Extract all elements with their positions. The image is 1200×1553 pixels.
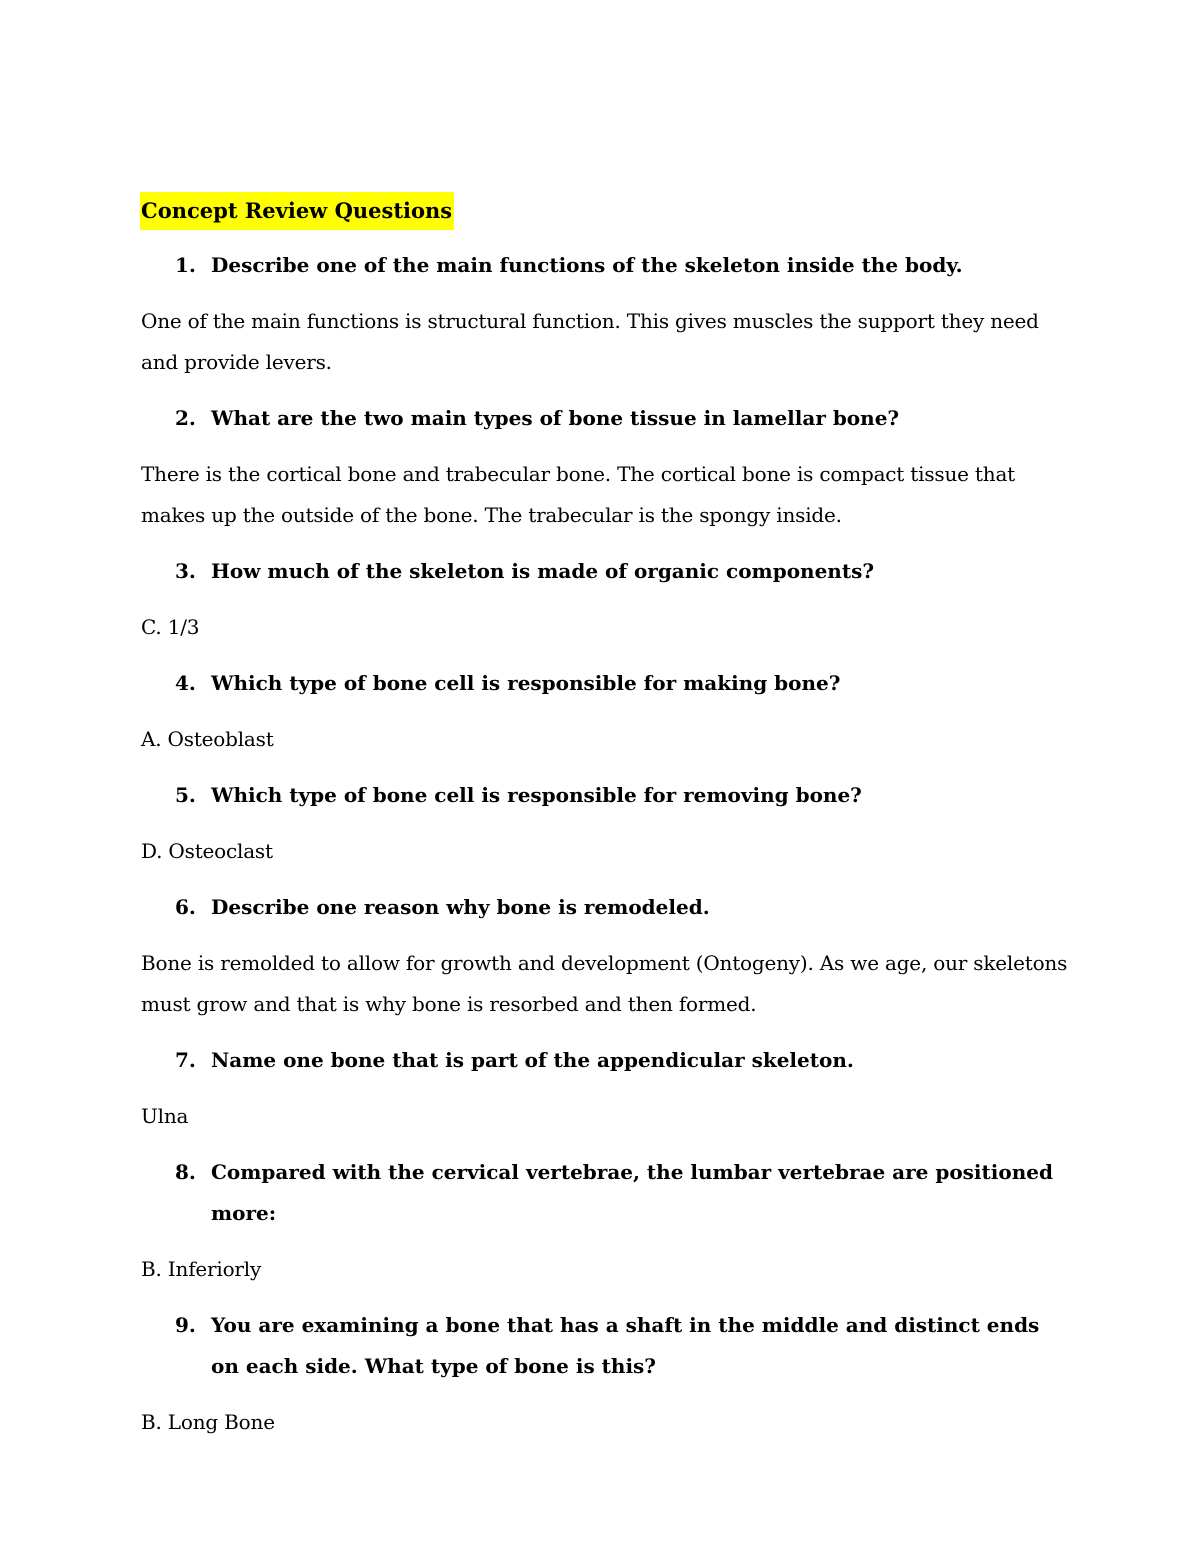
question-number (141, 1152, 211, 1234)
question-number-label: 8. (175, 1160, 196, 1184)
question-item (141, 775, 1071, 816)
question-item (141, 551, 1071, 592)
question-list (141, 245, 1071, 1443)
question-number (141, 245, 211, 286)
question-item (141, 887, 1071, 928)
question-text: How much of the skeleton is made of organic components? (211, 559, 875, 583)
question-number-label: 2. (175, 406, 196, 430)
answer-text: Bone is remolded to allow for growth and development (Ontogeny). As we age, our skeletons must grow and that is why bone is resorbed and then formed. (141, 951, 1068, 1016)
answer-text: One of the main functions is structural function. This gives muscles the support they need and provide levers. (141, 309, 1039, 374)
question-item (141, 245, 1071, 286)
question-item (141, 1040, 1071, 1081)
question-number-label: 5. (175, 783, 196, 807)
question-text: Name one bone that is part of the appendicular skeleton. (211, 1048, 854, 1072)
answer-text: B. Inferiorly (141, 1257, 262, 1281)
question-number (141, 663, 211, 704)
answer-text: D. Osteoclast (141, 839, 273, 863)
question-number (141, 551, 211, 592)
question-number-label: 7. (175, 1048, 196, 1072)
question-number (141, 887, 211, 928)
answer-text: B. Long Bone (141, 1410, 275, 1434)
question-number-label: 1. (175, 253, 196, 277)
question-item (141, 663, 1071, 704)
question-number-label: 6. (175, 895, 196, 919)
question-number (141, 1040, 211, 1081)
answer-text: C. 1/3 (141, 615, 200, 639)
question-text: Describe one reason why bone is remodeled. (211, 895, 710, 919)
question-number (141, 775, 211, 816)
question-item (141, 398, 1071, 439)
question-number-label: 9. (175, 1313, 196, 1337)
question-text: Describe one of the main functions of the skeleton inside the body. (211, 253, 963, 277)
answer-text: A. Osteoblast (141, 727, 274, 751)
answer-text: There is the cortical bone and trabecular bone. The cortical bone is compact tissue that makes up the outside of the bone. The trabecular is the spongy inside. (141, 462, 1016, 527)
question-text: Which type of bone cell is responsible for removing bone? (211, 783, 862, 807)
answer-text: Ulna (141, 1104, 189, 1128)
question-item (141, 1152, 1071, 1234)
question-text: What are the two main types of bone tissue in lamellar bone? (211, 406, 900, 430)
question-text: Compared with the cervical vertebrae, the lumbar vertebrae are positioned more: (211, 1160, 1053, 1225)
question-text: Which type of bone cell is responsible for making bone? (211, 671, 841, 695)
question-number (141, 398, 211, 439)
document-content (141, 192, 1071, 1443)
question-text: You are examining a bone that has a shaft in the middle and distinct ends on each side. What type of bone is this? (211, 1313, 1040, 1378)
question-number (141, 1305, 211, 1387)
question-number-label: 3. (175, 559, 196, 583)
question-item (141, 1305, 1071, 1387)
question-number-label: 4. (175, 671, 196, 695)
section-heading: Concept Review Questions (140, 192, 454, 230)
